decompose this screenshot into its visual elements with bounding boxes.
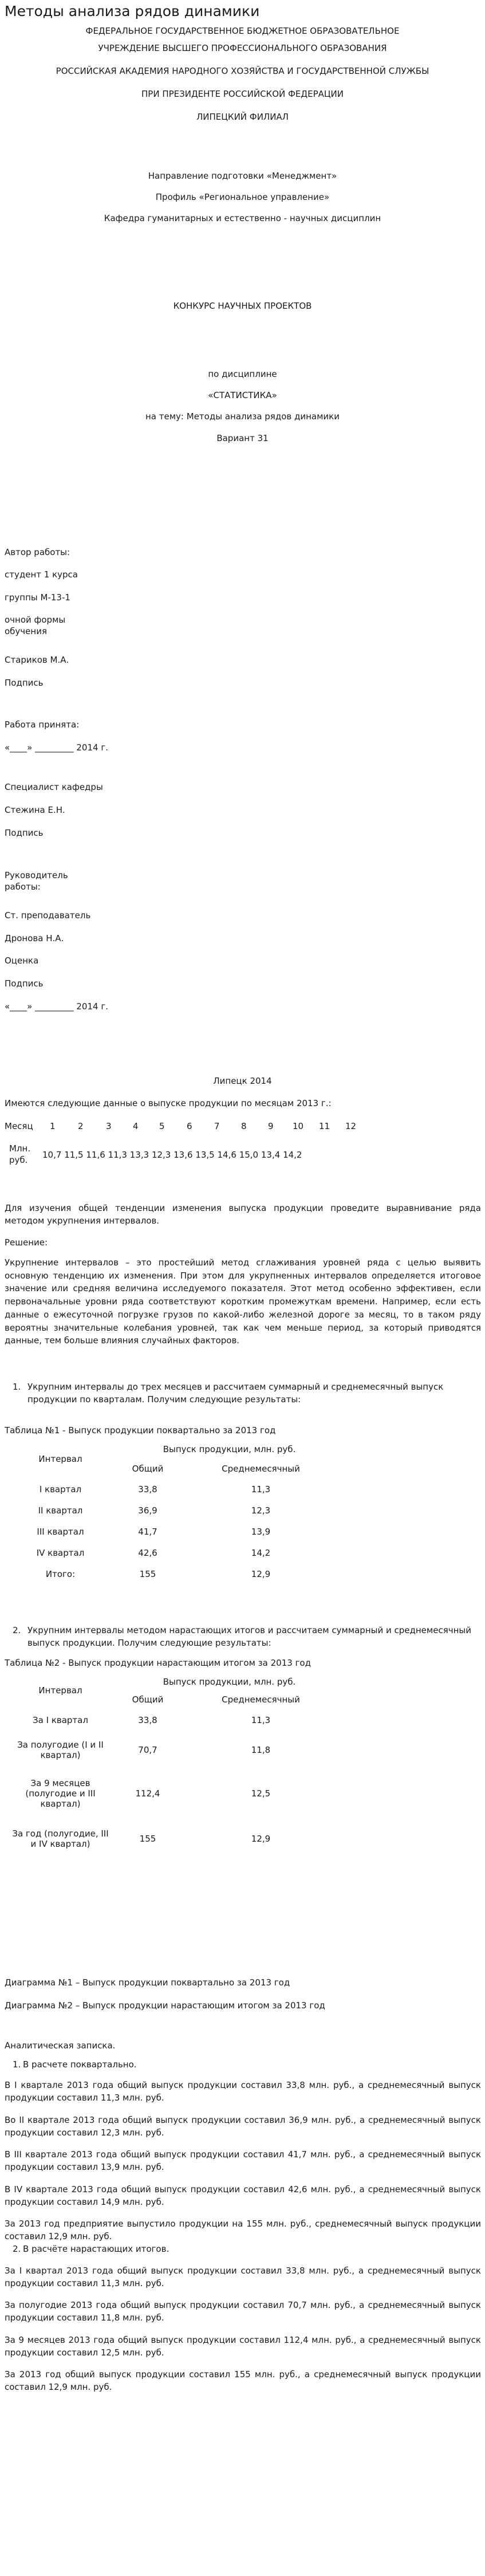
month-cell: 12 [345, 1121, 357, 1131]
value-cell: 13,6 [174, 1150, 193, 1160]
table1-cell-avg: 11,3 [251, 1484, 271, 1495]
table1-cell-avg: 14,2 [251, 1547, 271, 1558]
table1-header-avg: Среднемесячный [222, 1464, 300, 1474]
step-1-text: Укрупним интервалы до трех месяцев и рассчитаем суммарный и среднемесячный выпуск продукции по кварталам. Получим следующие результаты: [27, 1382, 444, 1405]
analytic-section-1-number: 1. [13, 2059, 21, 2070]
table-row [5, 1732, 342, 1768]
data-intro: Имеются следующие данные о выпуске продукции по месяцам 2013 г.: [5, 1098, 332, 1108]
analytic-paragraph: В III квартале 2013 года общий выпуск продукции составил 41,7 млн. руб., а среднемесячный выпуск продукции составил 13,9 млн. руб. [5, 2149, 481, 2172]
table2-header-total: Общий [132, 1694, 164, 1705]
month-cell: 11 [319, 1121, 330, 1131]
supervisor-position: Ст. преподаватель [5, 910, 91, 921]
table1-cell-interval: I квартал [39, 1484, 82, 1495]
table2-header-group: Выпуск продукции, млн. руб. [163, 1676, 296, 1687]
supervisor-name: Дронова Н.А. [5, 933, 64, 943]
month-cell: 2 [78, 1121, 84, 1131]
table2-cell-interval: За полугодие (I и II квартал) [17, 1740, 104, 1760]
value-cell: 12,3 [151, 1150, 171, 1160]
table2-cell-total: 155 [139, 1834, 156, 1844]
table1-caption: Таблица №1 - Выпуск продукции поквартально за 2013 год [5, 1425, 276, 1436]
table1-header-group: Выпуск продукции, млн. руб. [163, 1444, 296, 1454]
method-text: Укрупнение интервалов – это простейший метод сглаживания уровней ряда с целью выявить основную тенденцию их изменения. При этом для укрупненных интервалов определяется итоговое значение или средняя величина исследуемого показателя. Этот метод особенно эффективен, если первоначальные уровни ряда соответствуют коротким промежуткам времени. Например, если есть данные о ежесуточной погрузке грузов по какой-либо железной дороге за месяц, то в таком ряду вероятны значительные колебания уровней, так как чем меньше период, за который приводятся данные, тем больше влияния случайных факторов. [5, 1257, 481, 1346]
table1-cell-avg: 12,3 [251, 1505, 271, 1516]
supervisor-signature: Подпись [5, 978, 44, 989]
document-title: Методы анализа рядов динамики [5, 3, 260, 19]
months-label: Месяц [5, 1121, 33, 1131]
header-line-1: ФЕДЕРАЛЬНОЕ ГОСУДАРСТВЕННОЕ БЮДЖЕТНОЕ ОБРАЗОВАТЕЛЬНОЕ [85, 26, 400, 36]
month-cell: 4 [133, 1121, 139, 1131]
month-cell: 6 [187, 1121, 192, 1131]
discipline-line-2: «СТАТИСТИКА» [208, 390, 277, 400]
analytic-paragraph: Во II квартале 2013 года общий выпуск продукции составил 36,9 млн. руб., а среднемесячный выпуск продукции составил 12,3 млн. руб. [5, 2115, 481, 2138]
table1 [5, 1440, 342, 1584]
supervisor-date: «____» _________ 2014 г. [5, 1001, 108, 1012]
step-2-number: 2. [13, 1625, 21, 1635]
header-line-3: РОССИЙСКАЯ АКАДЕМИЯ НАРОДНОГО ХОЗЯЙСТВА И ГОСУДАРСТВЕННОЙ СЛУЖБЫ [56, 66, 429, 76]
table2-header-avg: Среднемесячный [222, 1694, 300, 1705]
values-label: Млн. руб. [9, 1143, 31, 1165]
table1-cell-total: 155 [139, 1568, 156, 1579]
table2-caption: Таблица №2 - Выпуск продукции нарастающим итогом за 2013 год [5, 1658, 311, 1668]
table2-cell-interval: За I квартал [33, 1715, 88, 1725]
analytic-paragraph: В I квартале 2013 года общий выпуск продукции составил 33,8 млн. руб., а среднемесячный выпуск продукции составил 11,3 млн. руб. [5, 2080, 481, 2103]
specialist-label: Специалист кафедры [5, 782, 103, 792]
value-cell: 13,5 [195, 1150, 215, 1160]
table2-cell-interval: За год (полугодие, III и IV квартал) [12, 1828, 109, 1849]
value-cell: 13,4 [261, 1150, 281, 1160]
contest-title: КОНКУРС НАУЧНЫХ ПРОЕКТОВ [173, 301, 312, 311]
values-row [5, 1143, 481, 1168]
value-cell: 11,3 [108, 1150, 127, 1160]
author-form: очной формы обучения [5, 615, 66, 636]
table2-cell-interval: За 9 месяцев (полугодие и III квартал) [25, 1778, 96, 1809]
table-row [5, 1542, 342, 1563]
analytic-paragraph: За 2013 год предприятие выпустило продукции на 155 млн. руб., среднемесячный выпуск продукции составил 12,9 млн. руб. [5, 2219, 481, 2241]
table-row [5, 1500, 342, 1521]
value-cell: 14,2 [283, 1150, 302, 1160]
author-name: Стариков М.А. [5, 655, 69, 665]
solution-label: Решение: [5, 1237, 48, 1248]
analytic-paragraph: За полугодие 2013 года общий выпуск продукции составил 70,7 млн. руб., а среднемесячный выпуск продукции составил 11,8 млн. руб. [5, 2300, 481, 2323]
accepted-date: «____» _________ 2014 г. [5, 742, 108, 753]
city-year: Липецк 2014 [213, 1076, 272, 1086]
table1-cell-total: 42,6 [138, 1547, 157, 1558]
table2-cell-total: 112,4 [135, 1788, 160, 1799]
table1-cell-interval: III квартал [37, 1526, 84, 1537]
table1-header-total: Общий [132, 1464, 164, 1474]
month-cell: 8 [241, 1121, 247, 1131]
value-cell: 11,5 [64, 1150, 84, 1160]
month-cell: 10 [293, 1121, 304, 1131]
table2-cell-avg: 12,9 [251, 1834, 271, 1844]
direction-line: Направление подготовки «Менеджмент» [148, 171, 337, 181]
value-cell: 10,7 [42, 1150, 62, 1160]
analytic-section-2-number: 2. [13, 2244, 21, 2254]
value-cell: 14,6 [217, 1150, 236, 1160]
value-cell: 15,0 [239, 1150, 259, 1160]
table1-cell-interval: II квартал [38, 1505, 83, 1516]
table1-cell-total: 36,9 [138, 1505, 157, 1516]
profile-line: Профиль «Региональное управление» [155, 192, 330, 202]
table-row [5, 1478, 342, 1500]
author-label: Автор работы: [5, 547, 70, 557]
month-cell: 3 [106, 1121, 112, 1131]
accepted-label: Работа принята: [5, 719, 80, 730]
diagram-2-caption: Диаграмма №2 – Выпуск продукции нарастающим итогом за 2013 год [5, 2000, 325, 2011]
supervisor-grade: Оценка [5, 955, 39, 966]
value-cell: 11,6 [86, 1150, 105, 1160]
header-line-4: ПРИ ПРЕЗИДЕНТЕ РОССИЙСКОЙ ФЕДЕРАЦИИ [141, 89, 344, 99]
table1-cell-avg: 13,9 [251, 1526, 271, 1537]
month-cell: 9 [268, 1121, 274, 1131]
table2 [5, 1673, 342, 1858]
table1-cell-avg: 12,9 [251, 1568, 271, 1579]
value-cell: 13,3 [129, 1150, 149, 1160]
analytic-paragraph: За 2013 год общий выпуск продукции составил 155 млн. руб., а среднемесячный выпуск продукции составил 12,9 млн. руб. [5, 2369, 481, 2392]
table2-cell-total: 70,7 [138, 1745, 157, 1755]
table-row [5, 1708, 342, 1732]
author-signature: Подпись [5, 678, 44, 688]
table-row [5, 1768, 342, 1819]
header-line-2: УЧРЕЖДЕНИЕ ВЫСШЕГО ПРОФЕССИОНАЛЬНОГО ОБРАЗОВАНИЯ [98, 43, 387, 53]
analytic-section-1 [13, 2059, 476, 2070]
header-line-5: ЛИПЕЦКИЙ ФИЛИАЛ [196, 112, 289, 122]
department-line: Кафедра гуманитарных и естественно - научных дисциплин [104, 213, 381, 223]
analytic-section-2 [13, 2243, 476, 2255]
supervisor-label: Руководитель работы: [5, 870, 68, 892]
analytic-section-1-text: В расчете поквартально. [23, 2059, 137, 2070]
table2-cell-avg: 12,5 [251, 1788, 271, 1799]
author-group: группы М-13-1 [5, 592, 70, 603]
analytic-paragraph: В IV квартале 2013 года общий выпуск продукции составил 42,6 млн. руб., а среднемесячный выпуск продукции составил 14,9 млн. руб. [5, 2184, 481, 2207]
task-text: Для изучения общей тенденции изменения выпуска продукции проведите выравнивание ряда методом укрупнения интервалов. [5, 1203, 481, 1226]
discipline-line-3: на тему: Методы анализа рядов динамики [145, 411, 340, 422]
discipline-line-1: по дисциплине [208, 369, 277, 379]
specialist-signature: Подпись [5, 828, 44, 838]
step-2-text: Укрупним интервалы методом нарастающих итогов и рассчитаем суммарный и среднемесячный выпуск продукции. Получим следующие результаты: [27, 1625, 471, 1648]
month-cell: 7 [214, 1121, 220, 1131]
table1-cell-total: 33,8 [138, 1484, 157, 1495]
analytic-label: Аналитическая записка. [5, 2040, 116, 2051]
step-1-number: 1. [13, 1382, 21, 1392]
table-row [5, 1521, 342, 1542]
table-row [5, 1563, 342, 1584]
diagram-1-caption: Диаграмма №1 – Выпуск продукции поквартально за 2013 год [5, 1977, 290, 1988]
table1-header-interval: Интервал [38, 1454, 82, 1464]
analytic-section-2-text: В расчёте нарастающих итогов. [23, 2244, 169, 2254]
analytic-paragraph: За 9 месяцев 2013 года общий выпуск продукции составил 112,4 млн. руб., а среднемесячный выпуск продукции составил 12,5 млн. руб. [5, 2335, 481, 2358]
months-row [5, 1120, 481, 1132]
month-cell: 1 [50, 1121, 56, 1131]
specialist-name: Стежина Е.Н. [5, 805, 65, 815]
table1-cell-total: 41,7 [138, 1526, 157, 1537]
table2-cell-avg: 11,8 [251, 1745, 271, 1755]
step-1 [13, 1381, 481, 1406]
table2-cell-avg: 11,3 [251, 1715, 271, 1725]
step-2 [13, 1624, 481, 1649]
author-student: студент 1 курса [5, 569, 78, 580]
table1-cell-interval: Итого: [45, 1568, 76, 1579]
analytic-paragraph: За I квартал 2013 года общий выпуск продукции составил 33,8 млн. руб., а среднемесячный выпуск продукции составил 11,3 млн. руб. [5, 2266, 481, 2288]
table2-header-interval: Интервал [38, 1685, 82, 1696]
discipline-line-4: Вариант 31 [216, 433, 269, 443]
table-row [5, 1819, 342, 1858]
table1-cell-interval: IV квартал [36, 1547, 85, 1558]
table2-cell-total: 33,8 [138, 1715, 157, 1725]
month-cell: 5 [159, 1121, 165, 1131]
